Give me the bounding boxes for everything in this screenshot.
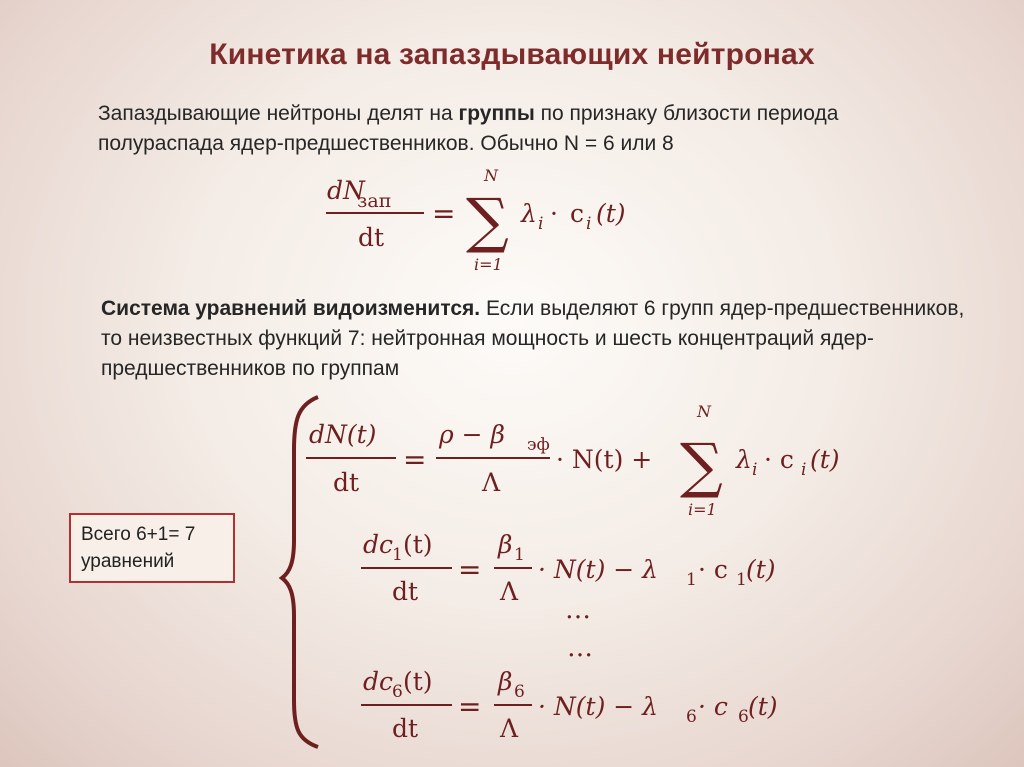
- f3-rest-sub2: 1: [736, 570, 747, 590]
- f4-rhs-num-sub: 6: [514, 682, 525, 702]
- f1-arg: (t): [596, 199, 626, 228]
- f2-sum-bottom: i=1: [688, 500, 717, 519]
- f2-arg: (t): [810, 445, 840, 474]
- f3-lhs-arg: (t): [403, 530, 433, 559]
- f1-dot: ·: [550, 199, 558, 228]
- f1-sum-sign: ∑: [466, 186, 509, 256]
- f4-equals: =: [458, 690, 482, 723]
- f4-rhs-den: Λ: [500, 714, 519, 743]
- f4-rest-sub: 6: [686, 707, 697, 727]
- f1-lhs-num-sub: зап: [357, 190, 392, 212]
- f2-lambda-sub: i: [752, 460, 758, 480]
- f2-rhs-den: Λ: [482, 468, 501, 497]
- intro-text-after: по признаку близости периода полураспада ядер-предшественников. Обычно N = 6 или 8: [98, 102, 839, 155]
- f4-rhs-num: β: [498, 667, 513, 696]
- f1-sum-bottom: i=1: [474, 255, 503, 274]
- f4-rest-sub2: 6: [738, 707, 749, 727]
- ellipsis-1: …: [565, 595, 591, 625]
- slide-title: Кинетика на запаздывающих нейтронах: [209, 38, 815, 71]
- power-equation: [306, 402, 840, 519]
- f2-rhs-num-sub: эф: [527, 435, 550, 455]
- f4-lhs-den: dt: [392, 714, 419, 743]
- system-bold-heading: Система уравнений видоизменится.: [101, 297, 481, 320]
- note-line-2: уравнений: [81, 551, 175, 572]
- f4-lhs-d: dc: [363, 667, 394, 696]
- intro-text-before: Запаздывающие нейтроны делят на: [98, 102, 459, 125]
- f2-lambda: λ: [736, 445, 752, 474]
- f4-rest-arg: (t): [748, 692, 778, 721]
- ellipsis-2: …: [567, 633, 593, 663]
- f1-lambda: λ: [521, 199, 537, 228]
- f2-lhs-den: dt: [333, 468, 360, 497]
- f2-c-sub: i: [801, 460, 807, 480]
- f4-rest-a: · N(t) − λ: [538, 692, 659, 721]
- f2-sum-sign: ∑: [680, 431, 723, 501]
- group6-equation: [361, 667, 778, 743]
- f2-mid: · N(t) +: [556, 445, 653, 474]
- f1-c: c: [570, 199, 585, 228]
- f4-lhs-arg: (t): [403, 667, 433, 696]
- f1-c-sub: i: [586, 214, 592, 234]
- f3-lhs-den: dt: [392, 577, 419, 606]
- f3-rest-sub: 1: [686, 570, 697, 590]
- f4-rest-b: · c: [698, 692, 728, 721]
- f3-rest-a: · N(t) − λ: [538, 555, 659, 584]
- f2-term-rest: · c: [764, 445, 794, 474]
- intro-bold-groups: группы: [458, 102, 535, 125]
- system-text-after: Если выделяют 6 групп ядер-предшественников, то неизвестных функций 7: нейтронная мощность и шесть концентраций ядер-предшественников по группам: [101, 297, 965, 380]
- system-brace: [282, 397, 318, 747]
- f3-rhs-num: β: [498, 530, 513, 559]
- f1-lhs-den: dt: [358, 223, 385, 252]
- f3-rest-arg: (t): [746, 555, 776, 584]
- f2-equals: =: [403, 443, 427, 476]
- f4-lhs-sub: 6: [392, 682, 403, 702]
- f1-lhs-num-d: dN: [327, 176, 365, 205]
- f1-lambda-sub: i: [538, 214, 544, 234]
- f3-rest-b: · c: [698, 555, 728, 584]
- f3-lhs-d: dc: [363, 530, 394, 559]
- delayed-sum-formula: [326, 166, 626, 274]
- f2-sum-top: N: [697, 402, 711, 421]
- f3-equals: =: [458, 553, 482, 586]
- f1-sum-top: N: [484, 166, 498, 185]
- note-line-1: Всего 6+1= 7: [81, 524, 196, 545]
- f2-rhs-num: ρ − β: [439, 420, 505, 449]
- f1-equals: =: [432, 197, 456, 230]
- f3-lhs-sub: 1: [392, 545, 403, 565]
- f3-rhs-num-sub: 1: [514, 545, 525, 565]
- f2-lhs-num: dN(t): [309, 420, 377, 449]
- f3-rhs-den: Λ: [500, 577, 519, 606]
